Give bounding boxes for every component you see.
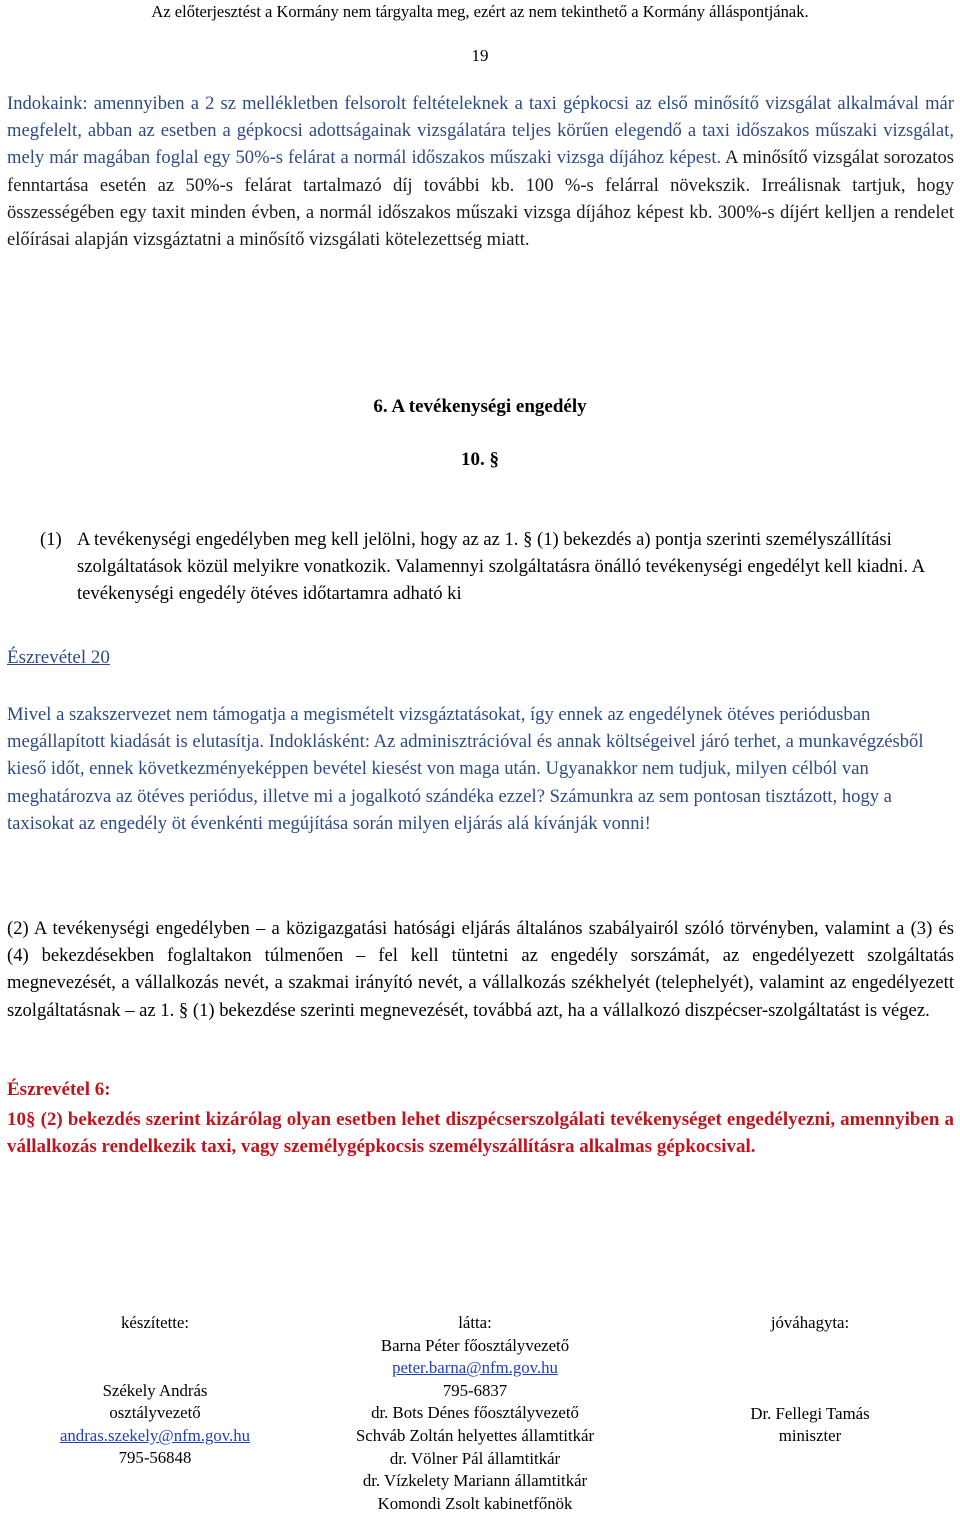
seen-line-5: dr. Vízkelety Mariann államtitkár <box>362 1471 588 1491</box>
seen-line-4: dr. Völner Pál államtitkár <box>389 1448 561 1468</box>
remark-20-text: Mivel a szakszervezet nem támogatja a megismételt vizsgáztatásokat, így ennek az engedélynek ötéves periódusban megállapított kiadását is elutasítja. Indoklásként: Az adminisztrációval és annak költségeivel járó terhet, a munkavégzésből kieső időt, ennek következményeképpen bevétel kiesést von maga után. Ugyanakkor nem tudjuk, milyen célból van meghatározva az ötéves periódus, illetve mi a jogalkotó szándéka ezzel? Számunkra az sem pontosan tisztázott, hogy a taxisokat az engedély öt évenkénti megújítása során milyen eljárás alá kívánják vonni! <box>7 704 924 834</box>
approved-name: Dr. Fellegi Tamás <box>750 1403 870 1423</box>
paragraph-sign: 10. § <box>461 449 499 470</box>
seen-label: látta: <box>458 1313 492 1332</box>
prepared-name: Székely András <box>102 1380 208 1400</box>
remark-6-text: 10§ (2) bekezdés szerint kizárólag olyan esetben lehet diszpécserszolgálati tevékenységet engedélyezni, amennyiben a vállalkozás rendelkezik taxi, vagy személygépkocsis személyszállításra alkalmas gépkocsival. <box>7 1109 954 1158</box>
item-1 <box>40 526 954 608</box>
approved-label: jóváhagyta: <box>770 1313 850 1332</box>
remark-20-title: Észrevétel 20 <box>7 647 110 668</box>
seen-email-link[interactable]: peter.barna@nfm.gov.hu <box>392 1358 558 1378</box>
prepared-phone: 795-56848 <box>118 1448 192 1468</box>
seen-line-6: Komondi Zsolt kabinetfőnök <box>377 1493 573 1513</box>
intro-comment-paragraph <box>7 90 954 253</box>
seen-phone: 795-6837 <box>442 1380 508 1400</box>
section-title: 6. A tevékenységi engedély <box>373 396 587 417</box>
signature-prepared <box>30 1312 280 1470</box>
seen-line-2: dr. Bots Dénes főosztályvezető <box>371 1403 579 1423</box>
header-disclaimer: Az előterjesztést a Kormány nem tárgyalta meg, ezért az nem tekinthető a Kormány álláspontjának. <box>151 2 809 21</box>
signature-approved <box>690 1312 930 1448</box>
page-number: 19 <box>471 46 489 65</box>
intro-comment-text-b: A minősítő vizsgálat sorozatos fenntartása esetén az 50%-s felárat tartalmazó díj további kb. 100 %-s felárral növekszik. Irreálisnak tartjuk, hogy összességében egy taxit minden évben, a normál időszakos műszaki vizsga díjához képest kb. 300%-s díjért kelljen a rendelet előírásai alapján vizsgáztatni a minősítő vizsgálati kötelezettség miatt. <box>7 147 954 251</box>
prepared-email-link[interactable]: andras.szekely@nfm.gov.hu <box>59 1425 251 1445</box>
item-1-text: A tevékenységi engedélyben meg kell jelölni, hogy az az 1. § (1) bekezdés a) pontja szerinti személyszállítási szolgáltatások közül melyikre vonatkozik. Valamennyi szolgáltatásra önálló tevékenységi engedélyt kell kiadni. A tevékenységi engedély ötéves időtartamra adható ki <box>77 529 924 605</box>
item-2-paragraph: (2) A tevékenységi engedélyben – a közigazgatási hatósági eljárás általános szabályairól szóló törvényben, valamint a (3) és (4) bekezdésekben foglaltakon túlmenően – fel kell tüntetni az engedély sorszámát, az engedélyezett szolgáltatás megnevezését, a vállalkozás nevét, a szakmai irányító nevét, a vállalkozás székhelyét (telephelyét), valamint az engedélyezett szolgáltatásnak – az 1. § (1) bekezdése szerinti megnevezését, továbbá azt, ha a vállalkozó diszpécser-szolgáltatást is végez. <box>7 918 954 1021</box>
seen-line-1: Barna Péter főosztályvezető <box>380 1335 570 1355</box>
item-1-number: (1) <box>40 529 62 550</box>
intro-comment-text-a: Indokaink: amennyiben a 2 sz mellékletben felsorolt feltételeknek a taxi gépkocsi az első minősítő vizsgálat alkalmával már megfelelt, abban az esetben a gépkocsi adottságainak vizsgálatára teljes körűen elegendő a taxi időszakos műszaki vizsgálat, mely már magában foglal egy 50%-s felárat a normál időszakos műszaki vizsga díjához képest. <box>7 93 954 169</box>
seen-line-3: Schváb Zoltán helyettes államtitkár <box>355 1425 595 1445</box>
signature-seen <box>330 1312 620 1515</box>
remark-6-title: Észrevétel 6: <box>7 1079 111 1100</box>
prepared-role: osztályvezető <box>109 1403 201 1423</box>
approved-role: miniszter <box>778 1426 842 1446</box>
prepared-label: készítette: <box>120 1313 190 1332</box>
